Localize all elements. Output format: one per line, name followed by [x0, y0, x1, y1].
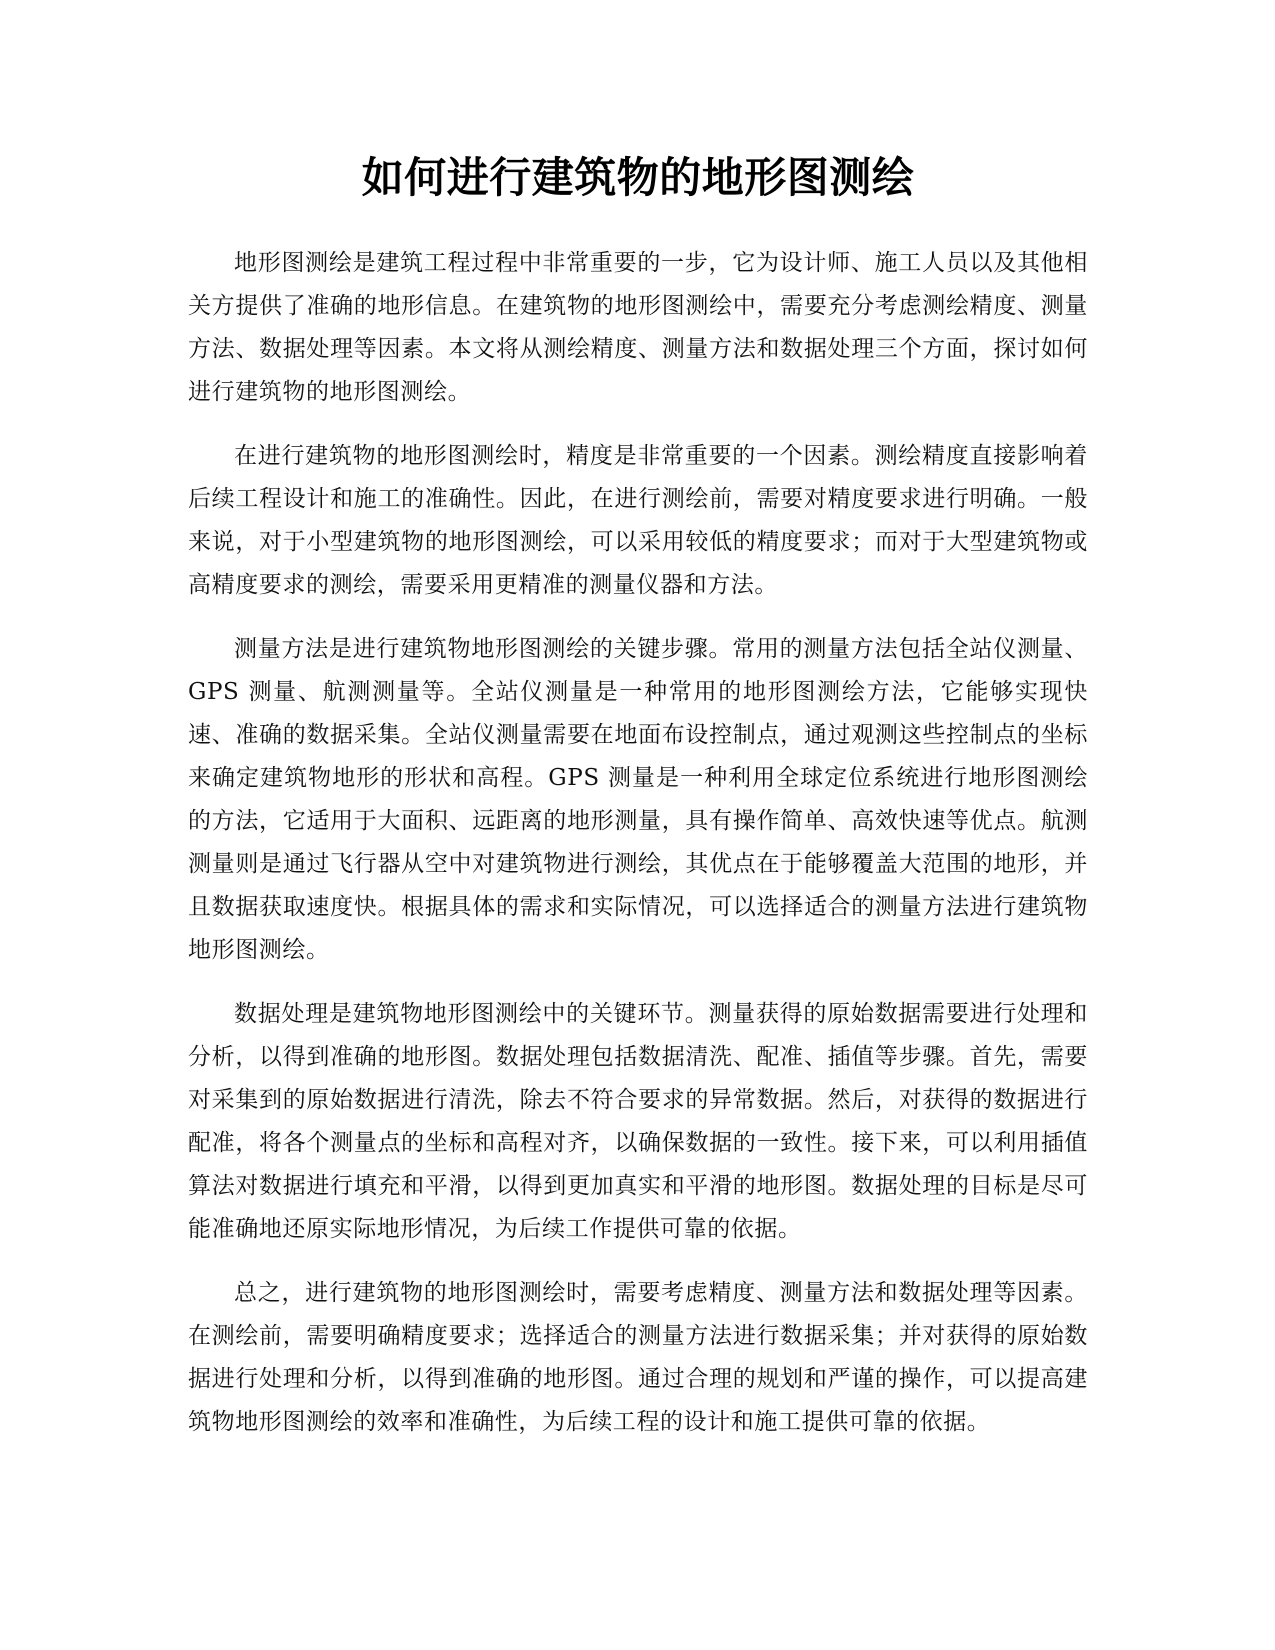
document-page — [188, 150, 1088, 1465]
paragraph-intro: 地形图测绘是建筑工程过程中非常重要的一步，它为设计师、施工人员以及其他相关方提供了准确的地形信息。在建筑物的地形图测绘中，需要充分考虑测绘精度、测量方法、数据处理等因素。本文将从测绘精度、测量方法和数据处理三个方面，探讨如何进行建筑物的地形图测绘。 — [188, 250, 1088, 405]
paragraph-precision: 在进行建筑物的地形图测绘时，精度是非常重要的一个因素。测绘精度直接影响着后续工程设计和施工的准确性。因此，在进行测绘前，需要对精度要求进行明确。一般来说，对于小型建筑物的地形图测绘，可以采用较低的精度要求；而对于大型建筑物或高精度要求的测绘，需要采用更精准的测量仪器和方法。 — [188, 443, 1088, 598]
paragraph-methods: 测量方法是进行建筑物地形图测绘的关键步骤。常用的测量方法包括全站仪测量、GPS 测量、航测测量等。全站仪测量是一种常用的地形图测绘方法，它能够实现快速、准确的数据采集。全站仪测量需要在地面布设控制点，通过观测这些控制点的坐标来确定建筑物地形的形状和高程。GPS 测量是一种利用全球定位系统进行地形图测绘的方法，它适用于大面积、远距离的地形测量，具有操作简单、高效快速等优点。航测测量则是通过飞行器从空中对建筑物进行测绘，其优点在于能够覆盖大范围的地形，并且数据获取速度快。根据具体的需求和实际情况，可以选择适合的测量方法进行建筑物地形图测绘。 — [188, 636, 1088, 963]
paragraph-conclusion: 总之，进行建筑物的地形图测绘时，需要考虑精度、测量方法和数据处理等因素。在测绘前，需要明确精度要求；选择适合的测量方法进行数据采集；并对获得的原始数据进行处理和分析，以得到准确的地形图。通过合理的规划和严谨的操作，可以提高建筑物地形图测绘的效率和准确性，为后续工程的设计和施工提供可靠的依据。 — [188, 1280, 1088, 1435]
document-title: 如何进行建筑物的地形图测绘 — [361, 153, 915, 202]
paragraph-data-processing: 数据处理是建筑物地形图测绘中的关键环节。测量获得的原始数据需要进行处理和分析，以得到准确的地形图。数据处理包括数据清洗、配准、插值等步骤。首先，需要对采集到的原始数据进行清洗，除去不符合要求的异常数据。然后，对获得的数据进行配准，将各个测量点的坐标和高程对齐，以确保数据的一致性。接下来，可以利用插值算法对数据进行填充和平滑，以得到更加真实和平滑的地形图。数据处理的目标是尽可能准确地还原实际地形情况，为后续工作提供可靠的依据。 — [188, 1001, 1088, 1242]
